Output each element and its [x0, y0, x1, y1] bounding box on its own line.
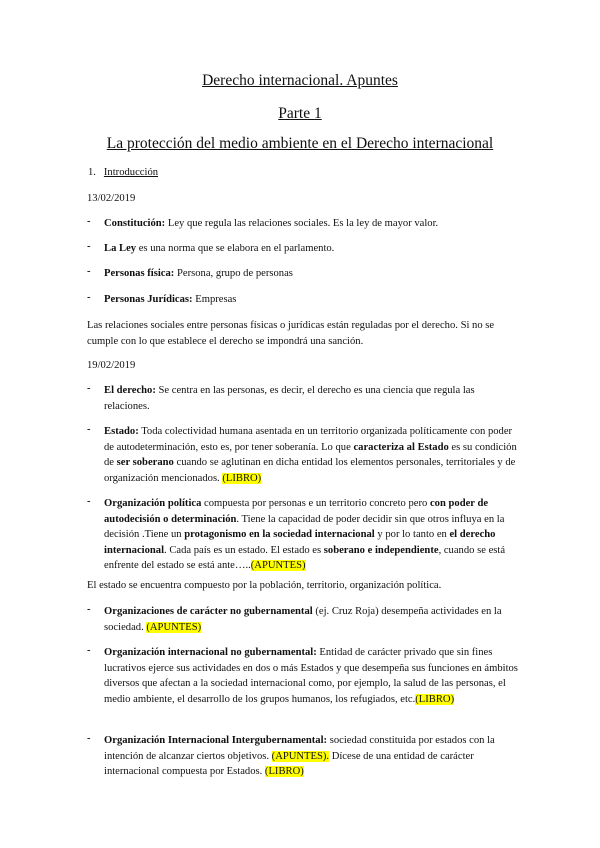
part-heading: Parte 1 — [278, 105, 322, 122]
definition-oii: Organización Internacional Intergubernamental: sociedad constituida por estados con la intención de alcanzar ciertos objetivos. (APUNTES). Dícese de una entidad de carácter internacional compuesta por Estados. (LIBRO) — [104, 735, 495, 778]
bullet-dash: - — [87, 424, 91, 435]
source-tag: (APUNTES). — [271, 750, 330, 762]
document-title: Derecho internacional. Apuntes — [202, 72, 398, 89]
date-1: 13/02/2019 — [87, 193, 136, 204]
bullet-dash: - — [87, 496, 91, 507]
source-tag: (LIBRO) — [264, 766, 304, 778]
bullet-dash: - — [87, 241, 91, 252]
section-label: Introducción — [103, 167, 159, 178]
bullet-dash: - — [87, 733, 91, 744]
definition-organizacion: Organización política compuesta por personas e un territorio concreto pero con poder de autodecisión o determinación. Tiene la capacidad de poder decidir sin que otros influya en la decisión .Tiene un protagonismo en la sociedad internacional y por lo tanto en el derecho internacional. Cada país es un estado. El estado es soberano e independiente, cuando se está enfrente del estado se está ante…..(APUNTES) — [104, 498, 506, 572]
bullet-dash: - — [87, 292, 91, 303]
date-2: 19/02/2019 — [87, 360, 136, 371]
bullet-dash: - — [87, 266, 91, 277]
definition-estado: Estado: Toda colectividad humana asentada en un territorio organizada políticamente con poder de autodeterminación, esto es, por tener soberanía. Lo que caracteriza al Estado es su condición de ser soberano cuando se aglutinan en dicha entidad los elementos personales, territoriales y de organización mencionados. (LIBRO) — [104, 426, 517, 484]
definition-derecho: El derecho: Se centra en las personas, es decir, el derecho es una ciencia que regula las relaciones. — [104, 385, 475, 412]
definition-item: Personas física: Persona, grupo de personas — [104, 268, 293, 279]
definition-oing: Organización internacional no gubernamental: Entidad de carácter privado que sin fines lucrativos ejerce sus actividades en dos o más Estados y que desempeña sus funciones en ámbitos diversos que afectan a la sociedad internacional como, por ejemplo, la salud de las personas, el medio ambiente, el desarrollo de los grupos humanos, los refugiados, etc.(LIBRO) — [104, 647, 518, 705]
section-number: 1. — [88, 167, 96, 178]
definition-item: Constitución: Ley que regula las relaciones sociales. Es la ley de mayor valor. — [104, 218, 439, 229]
definition-item: Personas Jurídicas: Empresas — [104, 294, 237, 305]
paragraph-relaciones: Las relaciones sociales entre personas físicas o jurídicas están reguladas por el derecho. Si no se cumple con lo que establece el derecho se impondrá una sanción. — [87, 320, 495, 347]
source-tag: (LIBRO) — [222, 472, 262, 484]
source-tag: (APUNTES) — [146, 621, 202, 633]
section-heading — [88, 165, 158, 181]
definition-ong: Organizaciones de carácter no gubernamental (ej. Cruz Roja) desempeña actividades en la sociedad. (APUNTES) — [104, 606, 502, 633]
bullet-dash: - — [87, 645, 91, 656]
source-tag: (APUNTES) — [250, 560, 306, 572]
bullet-dash: - — [87, 604, 91, 615]
source-tag: (LIBRO) — [415, 693, 455, 705]
topic-heading: La protección del medio ambiente en el Derecho internacional — [106, 135, 494, 152]
bullet-dash: - — [87, 383, 91, 394]
definition-item: La Ley es una norma que se elabora en el parlamento. — [104, 243, 335, 254]
bullet-dash: - — [87, 216, 91, 227]
paragraph-estado: El estado se encuentra compuesto por la población, territorio, organización política. — [87, 580, 442, 591]
